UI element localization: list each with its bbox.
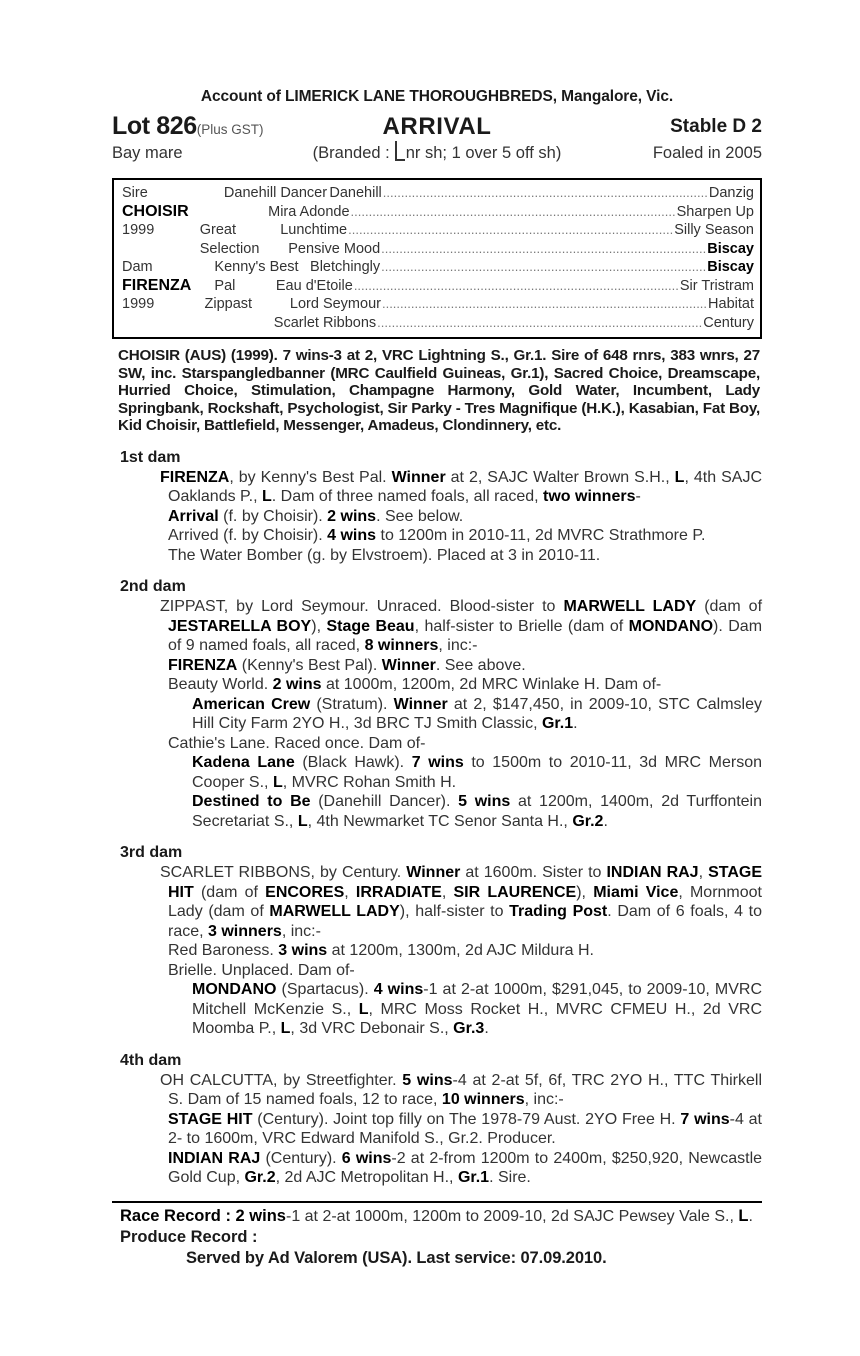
pedigree-ancestor-value: Biscay [707, 259, 754, 275]
pedigree-ancestor-name: Pensive Mood [288, 240, 381, 257]
pedigree-entry: Brielle. Unplaced. Dam of- [168, 961, 355, 979]
dam-block [112, 449, 762, 566]
dam-block [112, 578, 762, 831]
footer-divider [112, 1201, 762, 1203]
sire-summary-paragraph: CHOISIR (AUS) (1999). 7 wins-3 at 2, VRC Lightning S., Gr.1. Sire of 648 rnrs, 383 wnrs, 27 SW, inc. Starspangledbanner (MRC Caulfield Guineas, Gr.1), Sacred Choice, Dreamscape, Hurried Choice, Stimulation, Champagne Harmony, Gold Water, Incumbent, Lady Springbank, Rockshaft, Psychologist, Sir Parky - Tres Magnifique (H.K.), Kasabian, Fat Boy, Kid Choisir, Battlefield, Messenger, Amadeus, Clondinnery, etc. [118, 347, 760, 434]
pedigree-ancestor-name: Eau d'Etoile [275, 277, 353, 294]
pedigree-entry: Kadena Lane (Black Hawk). 7 wins to 1500m to 2010-11, 3d MRC Merson Cooper S., L, MVRC Rohan Smith H. [192, 754, 763, 791]
pedigree-ancestor-value: Biscay [707, 240, 754, 257]
pedigree-entry: FIRENZA (Kenny's Best Pal). Winner. See above. [168, 656, 526, 674]
pedigree-cell-gen3 [288, 240, 760, 259]
lot-row [112, 112, 762, 142]
pedigree-cell-gen3 [268, 203, 760, 222]
pedigree-cell-gen1: Sire [122, 185, 148, 201]
branded-suffix: nr sh; 1 over 5 off sh) [405, 144, 562, 162]
pedigree-cell-gen1: FIRENZA [122, 276, 192, 294]
pedigree-entry: Arrival (f. by Choisir). 2 wins. See below. [168, 507, 464, 525]
pedigree-table [112, 178, 762, 339]
foaled-year: Foaled in 2005 [652, 144, 762, 162]
pedigree-entry: Red Baroness. 3 wins at 1200m, 1300m, 2d AJC Mildura H. [168, 942, 594, 959]
pedigree-entry: SCARLET RIBBONS, by Century. Winner at 1600m. Sister to INDIAN RAJ, STAGE HIT (dam of ENCORES, IRRADIATE, SIR LAURENCE), Miami Vice, Mornmoot Lady (dam of MARWELL LADY), half-sister to Trading Post. Dam of 6 foals, 4 to race, 3 winners, inc:- [160, 864, 763, 940]
pedigree-ancestor-name: Danehill [329, 185, 382, 201]
pedigree-cell-gen2 [197, 314, 274, 333]
pedigree-entry: STAGE HIT (Century). Joint top filly on The 1978-79 Aust. 2YO Free H. 7 wins-4 at 2- to 1600m, VRC Edward Manifold S., Gr.2. Producer. [168, 1110, 763, 1147]
pedigree-entry: Beauty World. 2 wins at 1000m, 1200m, 2d MRC Winlake H. Dam of- [168, 676, 662, 693]
pedigree-cell-gen1: Dam [122, 259, 153, 275]
brand-mark-icon [391, 145, 405, 161]
pedigree-ancestor-value: Sharpen Up [676, 203, 754, 220]
dot-leader: .......................................................................................... [350, 203, 676, 219]
dot-leader: .......................................................................................... [381, 259, 707, 274]
pedigree-entry: Arrived (f. by Choisir). 4 wins to 1200m in 2010-11, 2d MVRC Strathmore P. [168, 527, 706, 544]
dam-heading: 1st dam [120, 448, 181, 466]
pedigree-row [114, 240, 760, 259]
pedigree-cell-gen3 [276, 277, 760, 296]
pedigree-ancestor-value: Habitat [708, 296, 754, 312]
pedigree-cell-gen1 [114, 314, 197, 333]
gst-note: (Plus GST) [196, 122, 264, 137]
pedigree-cell-gen2 [204, 240, 289, 259]
dam-block [112, 844, 762, 1039]
pedigree-ancestor-value: Silly Season [674, 222, 754, 238]
dam-heading: 2nd dam [120, 578, 186, 595]
pedigree-ancestor-name: Scarlet Ribbons [273, 314, 377, 331]
pedigree-ancestor-name: Lunchtime [280, 222, 348, 238]
pedigree-cell-gen1 [114, 240, 204, 259]
branded-prefix: (Branded : [312, 144, 390, 162]
pedigree-entry: Cathie's Lane. Raced once. Dam of- [168, 734, 426, 752]
page-title: ARRIVAL [382, 113, 492, 140]
pedigree-cell-gen3 [290, 295, 760, 314]
pedigree-cell-gen2: Danehill Dancer [223, 185, 328, 201]
pedigree-entry: American Crew (Stratum). Winner at 2, $147,450, in 2009-10, STC Calmsley Hill City Farm 2YO H., 3d BRC TJ Smith Classic, Gr.1. [192, 695, 763, 732]
pedigree-cell-gen3 [310, 258, 760, 277]
pedigree-row [114, 295, 760, 314]
dot-leader: .......................................................................................... [348, 222, 674, 237]
pedigree-cell-gen1: 1999 [122, 222, 155, 238]
account-line: Account of LIMERICK LANE THOROUGHBREDS, Mangalore, Vic. [200, 88, 674, 105]
pedigree-row [114, 203, 760, 222]
dot-leader: .......................................................................................... [381, 296, 708, 311]
pedigree-ancestor-name: Mira Adonde [268, 203, 350, 220]
stable-label: Stable D 2 [670, 116, 762, 137]
pedigree-cell-gen2: Great Selection [199, 222, 260, 257]
dam-block [112, 1052, 762, 1188]
pedigree-entry: OH CALCUTTA, by Streetfighter. 5 wins-4 at 2-at 5f, 6f, TRC 2YO H., TTC Thirkell S. Dam of 15 named foals, 12 to race, 10 winners, inc:- [160, 1071, 763, 1108]
pedigree-row [114, 277, 760, 296]
pedigree-entry: FIRENZA, by Kenny's Best Pal. Winner at 2, SAJC Walter Brown S.H., L, 4th SAJC Oaklands P., L. Dam of three named foals, all raced, two winners- [160, 468, 763, 505]
dam-sections [112, 449, 762, 1188]
pedigree-cell-gen3 [280, 221, 760, 240]
produce-record-label: Produce Record : [120, 1228, 258, 1246]
pedigree-cell-gen3 [274, 314, 760, 333]
pedigree-cell-gen2 [194, 203, 268, 222]
dot-leader: .......................................................................................... [353, 277, 679, 293]
pedigree-entry: MONDANO (Spartacus). 4 wins-1 at 2-at 1000m, $291,045, to 2009-10, MVRC Mitchell McKenzie S., L, MRC Moss Rocket H., MVRC CFMEU H., 2d VRC Moomba P., L, 3d VRC Debonair S., Gr.3. [192, 981, 763, 1037]
pedigree-cell-gen3 [329, 184, 760, 203]
pedigree-row [114, 184, 760, 203]
race-record: Race Record : 2 wins-1 at 2-at 1000m, 1200m to 2009-10, 2d SAJC Pewsey Vale S., L. [120, 1206, 753, 1225]
pedigree-cell-gen2: Zippast [204, 296, 253, 312]
dot-leader: .......................................................................................... [377, 314, 703, 330]
pedigree-cell-gen1: 1999 [122, 296, 155, 312]
pedigree-entry: The Water Bomber (g. by Elvstroem). Placed at 3 in 2010-11. [168, 546, 601, 564]
pedigree-entry: ZIPPAST, by Lord Seymour. Unraced. Blood-sister to MARWELL LADY (dam of JESTARELLA BOY), Stage Beau, half-sister to Brielle (dam of MONDANO). Dam of 9 named foals, all raced, 8 winners, inc:- [160, 598, 763, 654]
pedigree-cell-gen2 [198, 277, 276, 296]
pedigree-ancestor-value: Century [703, 314, 754, 331]
pedigree-ancestor-name: Lord Seymour [289, 296, 381, 312]
pedigree-ancestor-name: Bletchingly [310, 259, 381, 275]
pedigree-cell-gen2: Kenny's Best Pal [214, 259, 299, 294]
dam-heading: 4th dam [120, 1051, 182, 1069]
colour-sex: Bay mare [112, 144, 183, 162]
dot-leader: .......................................................................................... [382, 185, 708, 200]
pedigree-row [114, 314, 760, 333]
description-row [112, 144, 762, 170]
pedigree-ancestor-value: Danzig [708, 185, 754, 201]
pedigree-entry: Destined to Be (Danehill Dancer). 5 wins at 1200m, 1400m, 2d Turffontein Secretariat S., L, 4th Newmarket TC Senor Santa H., Gr.2. [192, 793, 763, 830]
catalogue-sheet [112, 88, 762, 1268]
pedigree-cell-gen1: CHOISIR [122, 202, 189, 220]
dam-heading: 3rd dam [120, 844, 183, 861]
lot-number-text: Lot 826 [112, 112, 197, 140]
service-info: Served by Ad Valorem (USA). Last service: 07.09.2010. [186, 1249, 607, 1267]
pedigree-ancestor-value: Sir Tristram [679, 277, 754, 294]
dot-leader: .......................................................................................... [381, 240, 707, 256]
pedigree-entry: INDIAN RAJ (Century). 6 wins-2 at 2-from 1200m to 2400m, $250,920, Newcastle Gold Cup, Gr.2, 2d AJC Metropolitan H., Gr.1. Sire. [168, 1149, 763, 1186]
